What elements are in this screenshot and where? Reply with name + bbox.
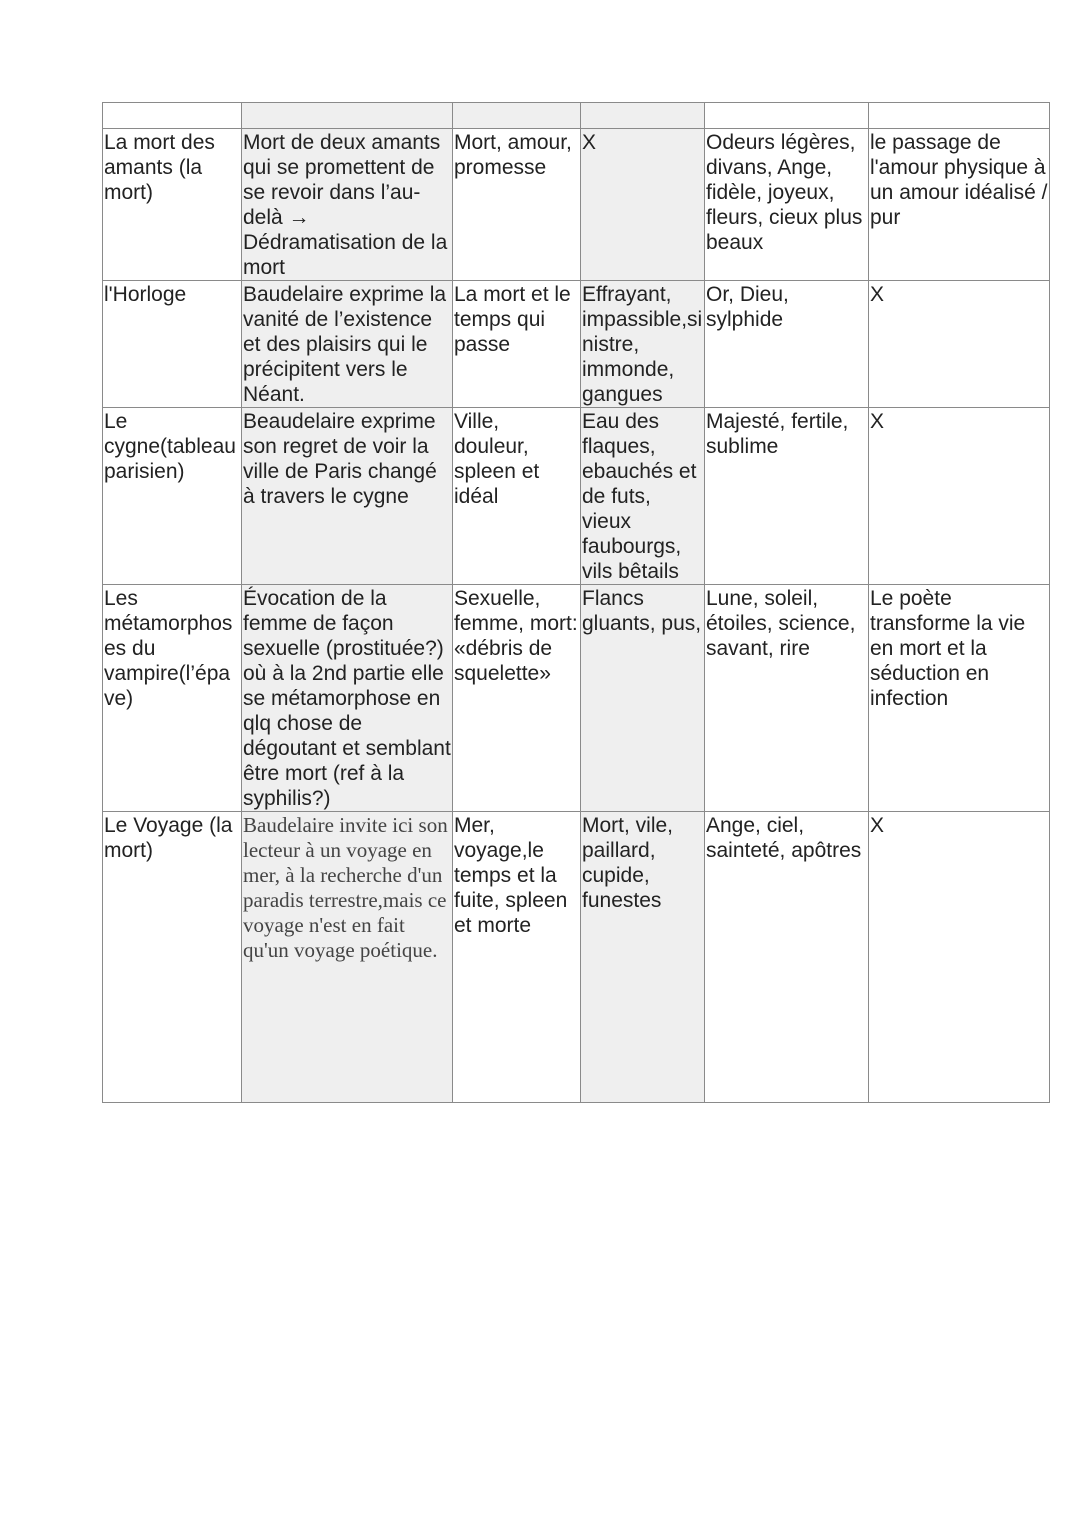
summary-cell: Beaudelaire exprime son regret de voir la ville de Paris changé à travers le cygne — [242, 408, 453, 585]
notes-cell: X — [869, 408, 1050, 585]
header-cell — [242, 103, 453, 129]
spleen-cell: Flancs gluants, pus, — [581, 585, 705, 812]
header-cell — [581, 103, 705, 129]
table-row — [103, 129, 1050, 281]
poem-analysis-table — [102, 102, 1050, 1103]
summary-cell: Baudelaire exprime la vanité de l’existence et des plaisirs qui le précipitent vers le Néant. — [242, 281, 453, 408]
notes-cell: X — [869, 281, 1050, 408]
summary-cell: Mort de deux amants qui se promettent de se revoir dans l’au-delà → Dédramatisation de la mort — [242, 129, 453, 281]
header-cell — [103, 103, 242, 129]
ideal-cell: Lune, soleil, étoiles, science, savant, rire — [705, 585, 869, 812]
summary-cell: Évocation de la femme de façon sexuelle (prostituée?) où à la 2nd partie elle se métamorphose en qlq chose de dégoutant et semblant être mort (ref à la syphilis?) — [242, 585, 453, 812]
table-row — [103, 408, 1050, 585]
table-row — [103, 281, 1050, 408]
spleen-cell: X — [581, 129, 705, 281]
spleen-cell: Effrayant, impassible,sinistre, immonde, gangues — [581, 281, 705, 408]
themes-cell: La mort et le temps qui passe — [453, 281, 581, 408]
ideal-cell: Odeurs légères, divans, Ange, fidèle, joyeux, fleurs, cieux plus beaux — [705, 129, 869, 281]
ideal-cell: Or, Dieu, sylphide — [705, 281, 869, 408]
spleen-cell: Mort, vile, paillard, cupide, funestes — [581, 812, 705, 1103]
table-row — [103, 812, 1050, 1103]
themes-cell: Mort, amour, promesse — [453, 129, 581, 281]
poem-cell: Le cygne(tableau parisien) — [103, 408, 242, 585]
notes-cell: X — [869, 812, 1050, 1103]
poem-cell: l'Horloge — [103, 281, 242, 408]
ideal-cell: Majesté, fertile, sublime — [705, 408, 869, 585]
notes-cell: Le poète transforme la vie en mort et la séduction en infection — [869, 585, 1050, 812]
header-cell — [869, 103, 1050, 129]
poem-cell: Les métamorphoses du vampire(l’épave) — [103, 585, 242, 812]
ideal-cell: Ange, ciel, sainteté, apôtres — [705, 812, 869, 1103]
table-row — [103, 585, 1050, 812]
poem-cell: Le Voyage (la mort) — [103, 812, 242, 1103]
header-cell — [453, 103, 581, 129]
summary-cell: Baudelaire invite ici son lecteur à un voyage en mer, à la recherche d'un paradis terrestre,mais ce voyage n'est en fait qu'un voyage poétique. — [242, 812, 453, 1103]
poem-cell: La mort des amants (la mort) — [103, 129, 242, 281]
themes-cell: Ville, douleur, spleen et idéal — [453, 408, 581, 585]
header-cell — [705, 103, 869, 129]
themes-cell: Sexuelle, femme, mort: «débris de squelette» — [453, 585, 581, 812]
spleen-cell: Eau des flaques, ebauchés et de futs, vieux faubourgs, vils bêtails — [581, 408, 705, 585]
header-row — [103, 103, 1050, 129]
notes-cell: le passage de l'amour physique à un amour idéalisé / pur — [869, 129, 1050, 281]
themes-cell: Mer, voyage,le temps et la fuite, spleen et morte — [453, 812, 581, 1103]
